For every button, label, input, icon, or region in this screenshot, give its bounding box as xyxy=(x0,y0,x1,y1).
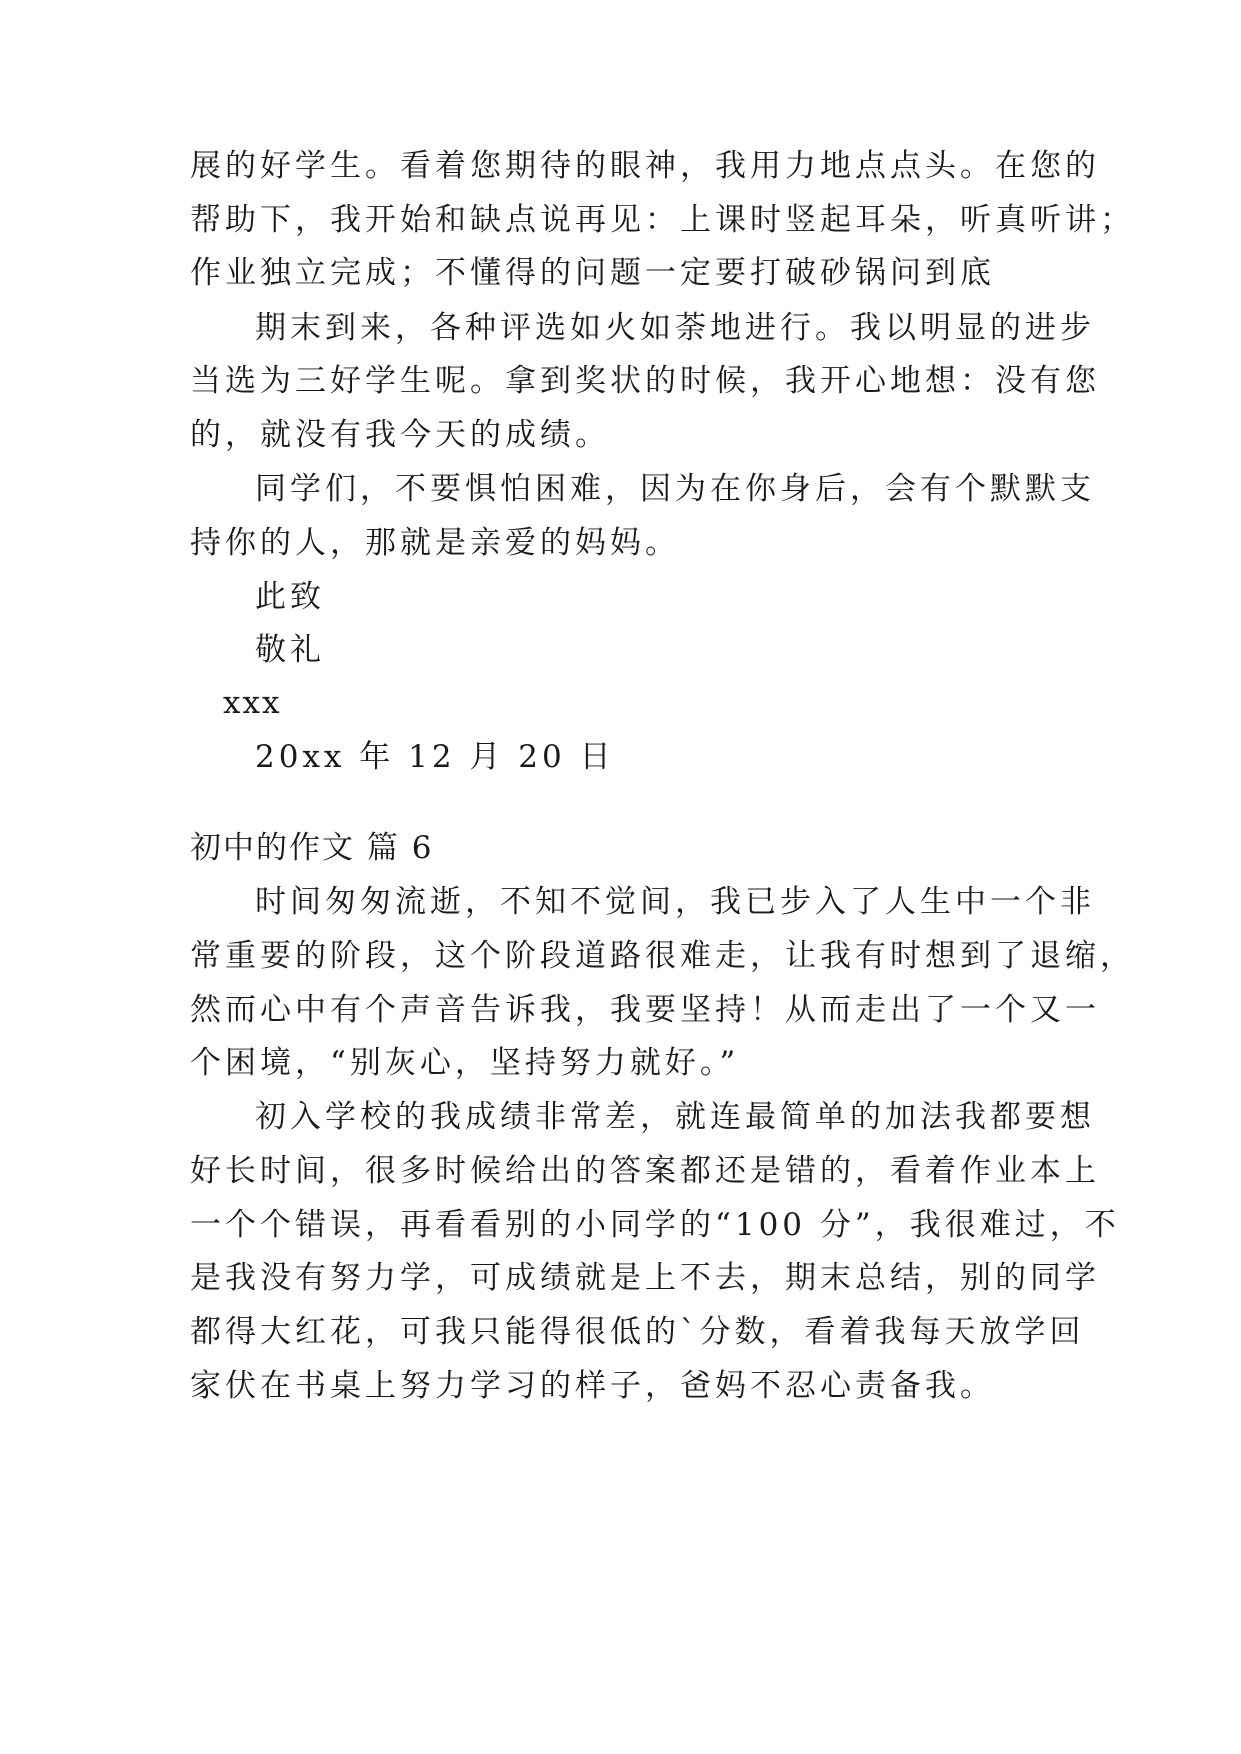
text-line: 是我没有努力学，可成绩就是上不去，期末总结，别的同学 xyxy=(190,1260,1100,1296)
text-line: 常重要的阶段，这个阶段道路很难走，让我有时想到了退缩， xyxy=(190,938,1135,974)
text-line: 的，就没有我今天的成绩。 xyxy=(190,417,610,453)
text-line: 展的好学生。看着您期待的眼神，我用力地点点头。在您的 xyxy=(190,148,1100,184)
text-line: 都得大红花，可我只能得很低的`分数，看着我每天放学回 xyxy=(190,1314,1085,1350)
paragraph-start-line: 期末到来，各种评选如火如荼地进行。我以明显的进步 xyxy=(255,310,1095,346)
signature: xxx xyxy=(223,685,282,721)
text-line: 帮助下，我开始和缺点说再见：上课时竖起耳朵，听真听讲； xyxy=(190,202,1135,238)
text-line: 持你的人，那就是亲爱的妈妈。 xyxy=(190,525,680,561)
text-line: 好长时间，很多时候给出的答案都还是错的，看着作业本上 xyxy=(190,1153,1100,1189)
text-line: 然而心中有个声音告诉我，我要坚持！从而走出了一个又一 xyxy=(190,992,1100,1028)
text-line: 作业独立完成；不懂得的问题一定要打破砂锅问到底 xyxy=(190,255,995,291)
paragraph-start-line: 时间匆匆流逝，不知不觉间，我已步入了人生中一个非 xyxy=(255,884,1095,920)
text-line: 一个个错误，再看看别的小同学的“100 分”，我很难过，不 xyxy=(190,1207,1120,1243)
letter-date: 20xx 年 12 月 20 日 xyxy=(255,739,615,775)
text-line: 当选为三好学生呢。拿到奖状的时候，我开心地想：没有您 xyxy=(190,363,1100,399)
text-line: 家伏在书桌上努力学习的样子，爸妈不忍心责备我。 xyxy=(190,1368,995,1404)
section-heading: 初中的作文 篇 6 xyxy=(190,830,434,866)
closing-salutation: 此致 xyxy=(255,579,325,615)
closing-respect: 敬礼 xyxy=(255,632,325,668)
paragraph-start-line: 初入学校的我成绩非常差，就连最简单的加法我都要想 xyxy=(255,1099,1095,1135)
text-line: 个困境，“别灰心，坚持努力就好。” xyxy=(190,1045,740,1081)
paragraph-start-line: 同学们，不要惧怕困难，因为在你身后，会有个默默支 xyxy=(255,471,1095,507)
